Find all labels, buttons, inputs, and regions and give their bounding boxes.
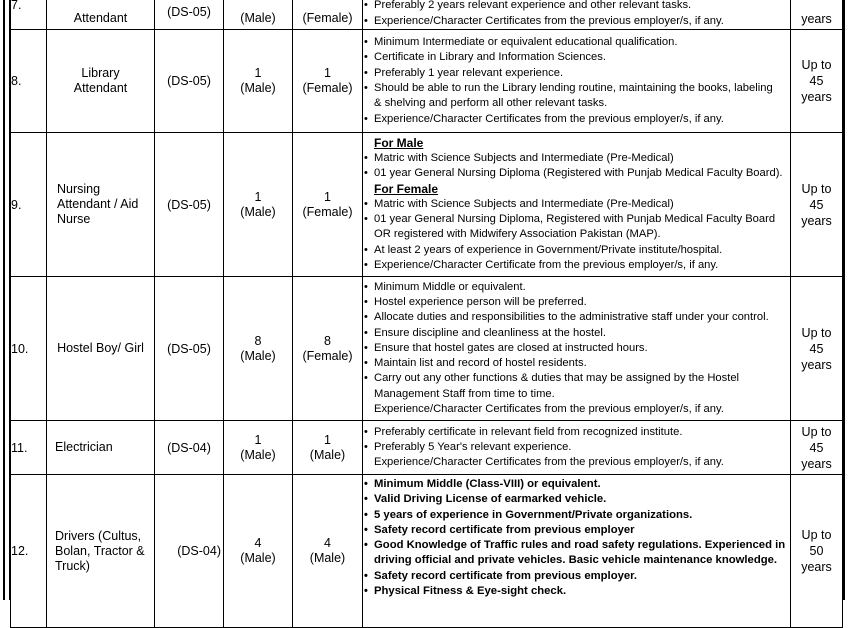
serial-number: 11. (11, 421, 47, 475)
serial-number: 9. (11, 133, 47, 277)
post-name (47, 30, 155, 133)
requirement-item: • 01 year General Nursing Diploma, Registered with Punjab Medical Faculty Board (363, 212, 790, 227)
male-seats (224, 475, 293, 628)
requirement-item-continued: Experience/Character Certificates from the previous employer/s, if any. (374, 456, 724, 469)
requirement-item: • Minimum Intermediate or equivalent educational qualification. (363, 35, 790, 50)
pay-scale: (DS-05) (155, 133, 224, 277)
post-name-line: Attendant / Aid (57, 197, 139, 211)
female-label: (Female) (302, 348, 353, 363)
female-label: (Male) (309, 551, 346, 565)
serial-number: 12. (11, 475, 47, 628)
post-name: Electrician (47, 421, 155, 475)
female-label: (Male) (309, 447, 346, 462)
requirements-cell (363, 133, 791, 277)
serial-number: 8. (11, 30, 47, 133)
female-seats (293, 277, 363, 421)
requirement-item: • Preferably 5 Year's relevant experience. (363, 440, 790, 455)
table-row (11, 0, 843, 30)
male-label: (Male) (240, 81, 276, 95)
post-name-line: Nurse (57, 212, 91, 226)
age-line: years (801, 456, 832, 471)
post-name (47, 133, 155, 277)
requirement-item: • Physical Fitness & Eye-sight check. (363, 584, 790, 599)
requirement-item: • Experience/Character Certificates from the previous employer/s, if any. (363, 14, 790, 29)
post-name (47, 475, 155, 628)
male-count: 1 (254, 66, 262, 80)
female-seats (293, 421, 363, 475)
age-line: 50 (809, 544, 824, 558)
age-line: 45 (809, 440, 824, 455)
age-line: years (801, 90, 832, 104)
requirement-item-continued: Management Staff from time to time. (374, 387, 555, 400)
female-count: 8 (324, 333, 331, 348)
female-count: 4 (324, 536, 331, 550)
post-name: Attendant (47, 0, 155, 30)
requirement-item-continued: & shelving and perform all other relevant tasks. (374, 97, 608, 110)
female-seats (293, 30, 363, 133)
requirement-item: • Allocate duties and responsibilities to the administrative staff under your control. (363, 310, 790, 325)
age-line: Up to (801, 58, 832, 72)
requirement-item: • Safety record certificate from previous employer. (363, 569, 790, 584)
requirement-item: • 01 year General Nursing Diploma (Registered with Punjab Medical Faculty Board). (363, 166, 790, 181)
male-requirements-heading: For Male (374, 135, 424, 150)
age-line: years (801, 213, 832, 228)
age-line: Up to (801, 528, 832, 542)
requirement-item: • Should be able to run the Library lending routine, maintaining the books, labeling (363, 81, 790, 96)
table-row (11, 475, 843, 628)
male-label: (Male) (240, 348, 276, 363)
male-seats (224, 133, 293, 277)
requirement-item-continued: OR registered with Midwifery Association Pakistan (MAP). (374, 228, 661, 241)
requirements-cell (363, 277, 791, 421)
requirement-item: • Matric with Science Subjects and Intermediate (Pre-Medical) (363, 151, 790, 166)
requirement-item: • Good Knowledge of Traffic rules and road safety regulations. Experienced in (363, 538, 790, 553)
age-line: 45 (809, 341, 824, 356)
table-row (11, 277, 843, 421)
male-seats (224, 421, 293, 475)
post-name: Hostel Boy/ Girl (47, 277, 155, 421)
requirement-item: • Hostel experience person will be preferred. (363, 295, 790, 310)
age-limit (791, 30, 843, 133)
requirements-cell (363, 421, 791, 475)
male-label: (Male) (240, 551, 276, 565)
requirement-item-continued: driving official and private vehicles. Basic vehicle maintenance knowledge. (374, 554, 778, 567)
male-count: 1 (254, 432, 262, 447)
male-label: (Male) (240, 447, 276, 462)
serial-number: 10. (11, 277, 47, 421)
requirement-item: • Minimum Middle (Class-VIII) or equivalent. (363, 477, 790, 492)
post-name-line: Bolan, Tractor & (55, 543, 145, 558)
pay-scale: (DS-05) (155, 0, 224, 30)
age-line: years (801, 560, 832, 574)
female-label: (Female) (302, 11, 353, 25)
male-seats (224, 30, 293, 133)
pay-scale: (DS-04) (155, 421, 224, 475)
job-vacancies-table (10, 0, 843, 628)
page-border-right (843, 0, 845, 600)
female-seats (293, 133, 363, 277)
requirement-item: • Maintain list and record of hostel residents. (363, 356, 790, 371)
pay-scale: (DS-05) (155, 30, 224, 133)
table-row (11, 30, 843, 133)
page-border-left (3, 0, 5, 600)
male-seats (224, 0, 293, 30)
requirements-cell (363, 0, 791, 30)
requirements-cell (363, 30, 791, 133)
post-name-line: Nursing (57, 182, 101, 196)
age-line: Up to (801, 424, 832, 439)
female-count: 1 (324, 432, 331, 447)
female-count: 1 (324, 189, 331, 204)
age-line: 45 (809, 197, 824, 212)
requirement-item: • Certificate in Library and Information Sciences. (363, 50, 790, 65)
male-seats (224, 277, 293, 421)
table-row (11, 133, 843, 277)
age-line: Up to (801, 325, 832, 340)
requirement-item: • Safety record certificate from previous employer (363, 523, 790, 538)
age-line: 45 (809, 74, 824, 88)
age-line: years (801, 357, 832, 372)
age-limit (791, 133, 843, 277)
female-label: (Female) (302, 204, 353, 219)
male-count: 4 (254, 536, 262, 550)
post-name-line: Attendant (73, 81, 128, 95)
requirement-item: • Minimum Middle or equivalent. (363, 280, 790, 295)
requirement-item: • Experience/Character Certificates from the previous employer/s, if any. (363, 112, 790, 127)
requirement-item: • Matric with Science Subjects and Intermediate (Pre-Medical) (363, 197, 790, 212)
post-name-line: Drivers (Cultus, (55, 528, 142, 543)
male-count: 8 (254, 333, 262, 348)
requirement-item: • Preferably 2 years relevant experience and other relevant tasks. (363, 0, 790, 14)
table-row (11, 421, 843, 475)
requirement-item-continued: Experience/Character Certificates from the previous employer/s, if any. (374, 403, 724, 416)
requirement-item: • At least 2 years of experience in Government/Private institute/hospital. (363, 243, 790, 258)
female-seats (293, 0, 363, 30)
requirement-item: • Valid Driving License of earmarked vehicle. (363, 492, 790, 507)
male-count: 1 (254, 189, 262, 204)
requirement-item: • Experience/Character Certificate from the previous employer/s, if any. (363, 258, 790, 273)
female-seats (293, 475, 363, 628)
requirement-item: • Carry out any other functions & duties that may be assigned by the Hostel (363, 371, 790, 386)
requirement-item: • Preferably 1 year relevant experience. (363, 66, 790, 81)
female-label: (Female) (302, 81, 353, 95)
female-requirements-heading: For Female (374, 181, 439, 196)
post-name-line: Truck) (55, 558, 90, 573)
requirements-cell (363, 475, 791, 628)
age-limit (791, 277, 843, 421)
male-label: (Male) (240, 204, 276, 219)
serial-number: 7. (11, 0, 47, 30)
post-name-line: Library (81, 66, 120, 80)
pay-scale: (DS-05) (155, 277, 224, 421)
age-limit: years (791, 0, 843, 30)
age-limit (791, 475, 843, 628)
requirement-item: • 5 years of experience in Government/Private organizations. (363, 508, 790, 523)
female-count: 1 (324, 66, 331, 80)
male-label: (Male) (240, 11, 276, 25)
requirement-item: • Ensure that hostel gates are closed at instructed hours. (363, 341, 790, 356)
age-line: Up to (801, 181, 832, 196)
requirement-item: • Preferably certificate in relevant field from recognized institute. (363, 425, 790, 440)
age-limit (791, 421, 843, 475)
requirement-item: • Ensure discipline and cleanliness at the hostel. (363, 326, 790, 341)
pay-scale: (DS-04) (155, 475, 224, 628)
